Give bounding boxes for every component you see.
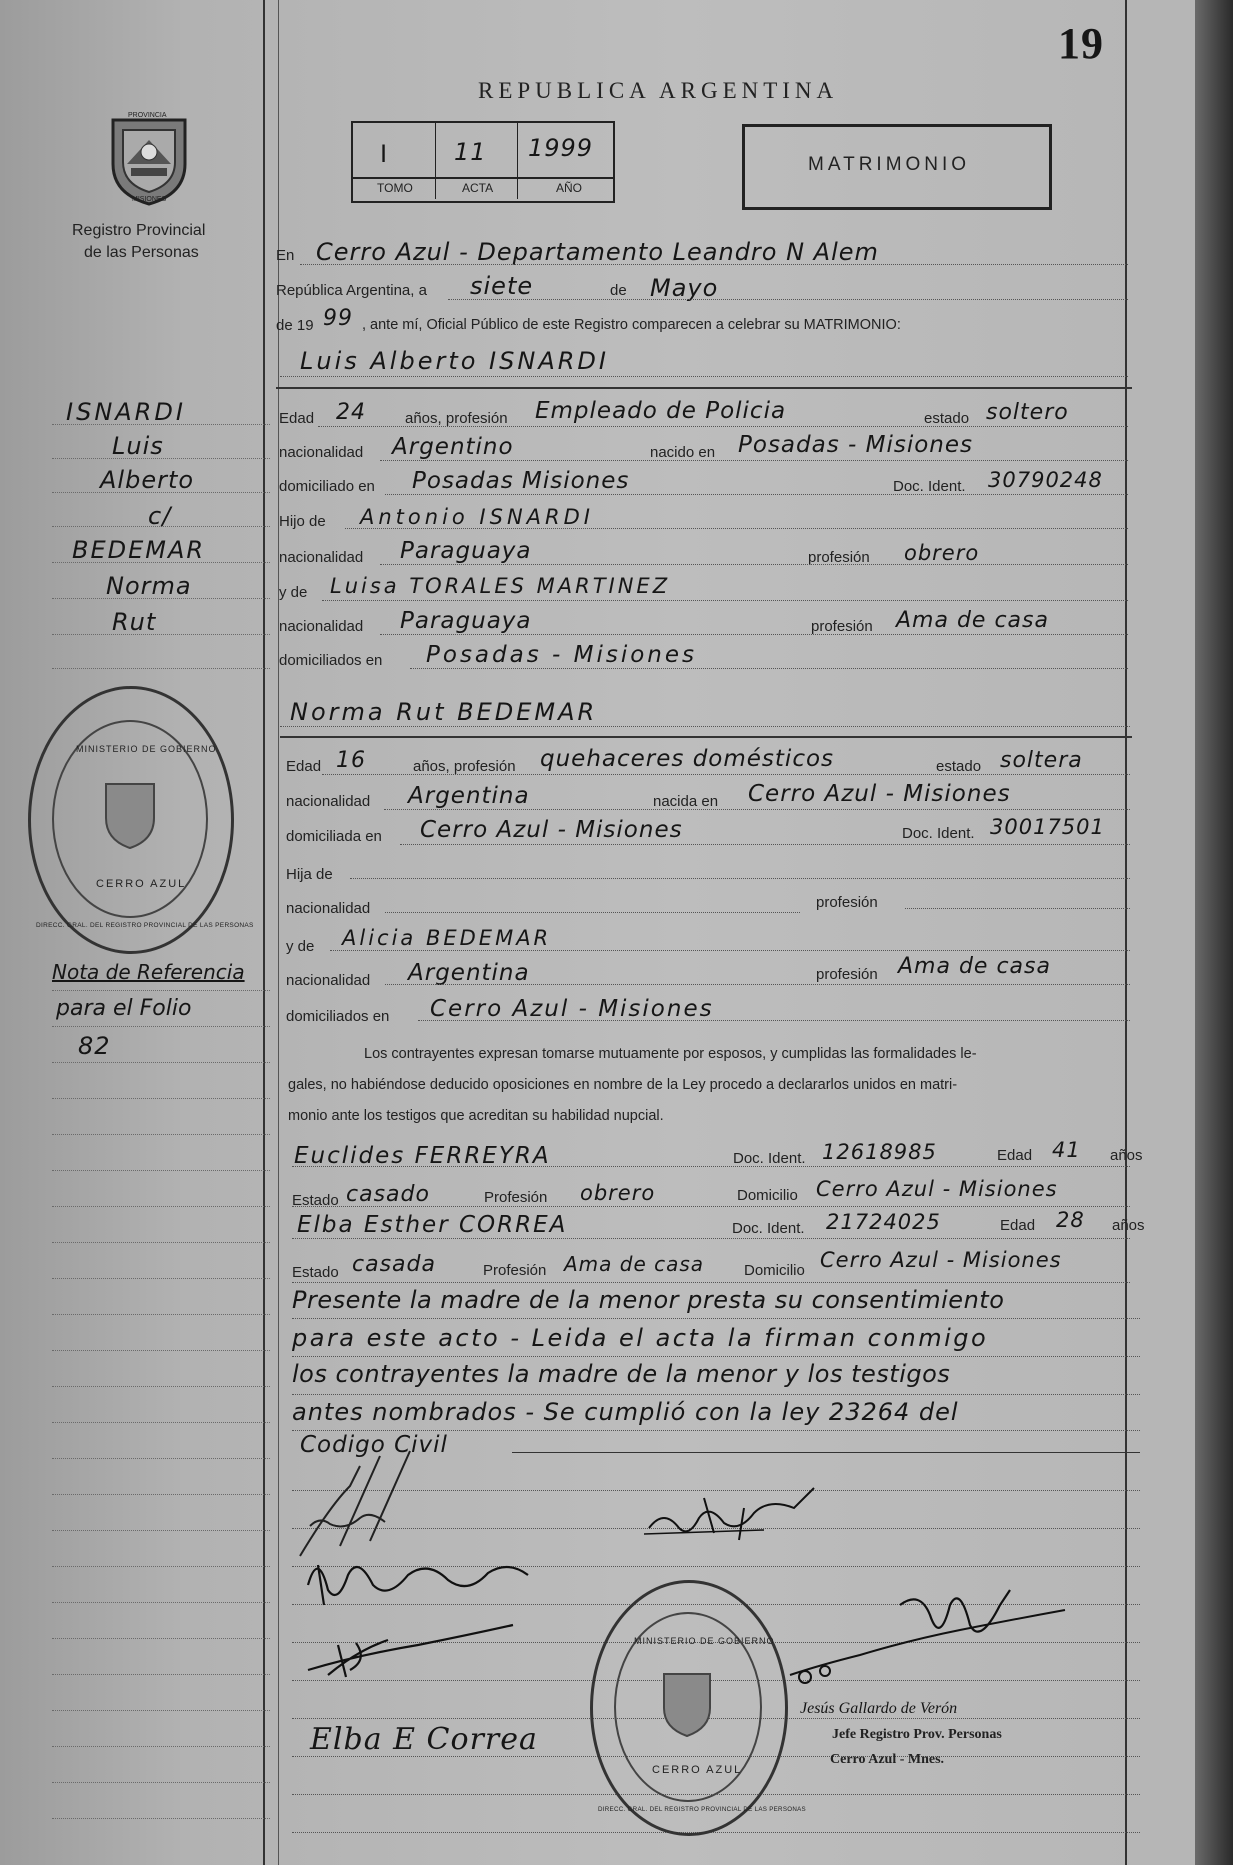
ano-label: AÑO [556,181,583,195]
official-stamp-margin [28,686,254,954]
bride-profession: quehaceres domésticos [540,746,835,772]
place-value: Cerro Azul - Departamento Leandro N Alem [316,238,879,266]
groom-full-name: Luis Alberto ISNARDI [300,347,609,375]
registry-name-line2: de las Personas [84,244,199,261]
day-value: siete [470,272,534,300]
witness2-doc-label: Doc. Ident. [732,1220,805,1237]
groom-nationality: Argentino [392,434,514,460]
groom-yde-label: y de [279,584,308,601]
groom-doc-label: Doc. Ident. [893,478,966,495]
margin-name-middle: Alberto [100,466,195,494]
margin-reference-line1: Nota de Referencia [52,960,245,984]
groom-father-nat-label: nacionalidad [279,549,364,566]
ano-value: 1999 [528,134,594,162]
right-rule [1125,0,1127,1865]
witness1-profesion-label: Profesión [484,1189,548,1206]
folio-number: 19 [1058,19,1104,68]
groom-anos-label: años, profesión [405,410,508,427]
signature-witness2: Elba E Correa [310,1722,538,1757]
signature-officer [780,1585,1080,1695]
groom-doc: 30790248 [988,468,1103,492]
bride-mother-nat-label: nacionalidad [286,972,371,989]
groom-domiciliados-label: domiciliados en [279,652,383,669]
book-edge [1195,0,1233,1865]
witness2-domicilio-label: Domicilio [744,1262,805,1279]
groom-estado: soltero [986,400,1069,425]
emblem-bottom-label: MISIONES [132,196,167,203]
stamp-bottom-text: DIRECC. GRAL. DEL REGISTRO PROVINCIAL DE LAS PERSONAS [598,1806,806,1813]
bride-nationality: Argentina [408,783,530,809]
bride-birthplace: Cerro Azul - Misiones [748,781,1011,807]
stamp-margin-inner1: MINISTERIO DE GOBIERNO [76,744,217,754]
stamp-bottom-inner1: MINISTERIO DE GOBIERNO [634,1636,775,1646]
year-suffix: 99 [323,306,353,331]
groom-domiciliado-label: domiciliado en [279,478,375,495]
bride-hija-label: Hija de [286,866,333,883]
witness1-estado: casado [346,1182,430,1207]
groom-father-profession: obrero [904,541,980,565]
provincial-emblem-icon [103,112,195,208]
bride-domiciliada-label: domiciliada en [286,828,382,845]
witness2-estado-label: Estado [292,1264,339,1281]
tomo-value: I [380,140,389,168]
witness1-anos-label: años [1110,1147,1143,1164]
year-prefix: de 19 [276,317,314,334]
officer-title1: Jefe Registro Prov. Personas [832,1727,1002,1742]
note-line4: antes nombrados - Se cumplió con la ley 23264 del [292,1398,959,1426]
groom-father-nationality: Paraguaya [400,538,532,564]
witness2-edad-label: Edad [1000,1217,1036,1234]
witness2-profession: Ama de casa [564,1252,705,1276]
note-line2: para este acto - Leida el acta la firman conmigo [292,1324,989,1352]
groom-mother-nat-label: nacionalidad [279,618,364,635]
witness1-domicile: Cerro Azul - Misiones [816,1177,1058,1201]
witness2-name: Elba Esther CORREA [297,1212,568,1238]
bride-anos-label: años, profesión [413,758,516,775]
witness1-estado-label: Estado [292,1192,339,1209]
witness2-domicile: Cerro Azul - Misiones [820,1248,1062,1272]
de-label: de [610,282,627,299]
witness2-profesion-label: Profesión [483,1262,547,1279]
groom-age: 24 [336,400,366,425]
bride-mother: Alicia BEDEMAR [342,926,552,950]
margin-name-first: Luis [112,432,164,460]
signature-witness1 [644,1478,824,1548]
bride-edad-label: Edad [286,758,322,775]
country-heading: REPUBLICA ARGENTINA [478,78,839,103]
margin-name-bride-surname: BEDEMAR [72,536,206,564]
stamp-bottom-inner2: CERRO AZUL [652,1764,743,1776]
bride-domicile: Cerro Azul - Misiones [420,817,683,843]
groom-hijo-label: Hijo de [279,513,326,530]
declaration-line2: gales, no habiéndose deducido oposiciones en nombre de la Ley procedo a declararlos unidos en matri- [288,1077,958,1093]
bride-mother-profession: Ama de casa [898,954,1051,979]
witness1-doc-label: Doc. Ident. [733,1150,806,1167]
bride-father-nat-label: nacionalidad [286,900,371,917]
bride-full-name: Norma Rut BEDEMAR [290,698,598,726]
groom-birthplace: Posadas - Misiones [738,432,974,458]
groom-estado-label: estado [924,410,970,427]
bride-estado-label: estado [936,758,982,775]
intro-sentence: , ante mí, Oficial Público de este Registro comparecen a celebrar su MATRIMONIO: [362,317,901,333]
tomo-label: TOMO [377,181,413,195]
signature-bride [298,1545,548,1615]
note-line3: los contrayentes la madre de la menor y los testigos [292,1360,951,1388]
registry-name-line1: Registro Provincial [72,222,206,239]
bride-yde-label: y de [286,938,315,955]
en-label: En [276,247,295,264]
bride-domiciliados-label: domiciliados en [286,1008,390,1025]
groom-parents-domicile: Posadas - Misiones [426,642,698,668]
groom-mother-prof-label: profesión [811,618,873,635]
witness2-age: 28 [1056,1208,1085,1232]
official-stamp-bottom [590,1580,806,1838]
witness1-edad-label: Edad [997,1147,1033,1164]
groom-nacionalidad-label: nacionalidad [279,444,364,461]
groom-domicile: Posadas Misiones [412,468,630,494]
margin-rule [263,0,265,1865]
republica-label: República Argentina, a [276,282,427,299]
stamp-margin-inner2: CERRO AZUL [96,878,187,890]
margin-name-bride-first: Norma [106,572,192,600]
month-value: Mayo [650,274,719,302]
margin-reference-line2: para el Folio [56,996,192,1021]
bride-doc-label: Doc. Ident. [902,825,975,842]
margin-name-bride-middle: Rut [112,608,157,636]
margin-name-conj: c/ [148,502,172,530]
bride-nacida-label: nacida en [653,793,719,810]
witness2-anos-label: años [1112,1217,1145,1234]
bride-parents-domicile: Cerro Azul - Misiones [430,996,714,1022]
bride-estado: soltera [1000,748,1083,773]
stamp-seal-icon-2 [656,1668,718,1742]
groom-father: Antonio ISNARDI [360,505,594,529]
declaration-line1: Los contrayentes expresan tomarse mutuamente por esposos, y cumplidas las formalidades le- [364,1046,977,1062]
witness2-doc: 21724025 [826,1210,941,1234]
groom-father-prof-label: profesión [808,549,870,566]
witness1-name: Euclides FERREYRA [294,1143,551,1169]
officer-name: Jesús Gallardo de Verón [800,1700,958,1717]
bride-mother-prof-label: profesión [816,966,878,983]
margin-name-surname: ISNARDI [66,398,186,426]
acta-label: ACTA [462,181,494,195]
witness2-estado: casada [352,1252,436,1277]
bride-nacionalidad-label: nacionalidad [286,793,371,810]
note-line1: Presente la madre de la menor presta su consentimiento [292,1286,1005,1314]
note-line5: Codigo Civil [300,1432,448,1458]
bride-doc: 30017501 [990,815,1105,839]
groom-mother: Luisa TORALES MARTINEZ [330,574,671,598]
margin-rule-2 [278,0,279,1865]
signature-mother [298,1615,528,1685]
groom-edad-label: Edad [279,410,315,427]
document-title: MATRIMONIO [808,154,971,175]
witness1-doc: 12618985 [822,1140,937,1164]
margin-reference-line3: 82 [78,1032,111,1060]
groom-mother-nationality: Paraguaya [400,608,532,634]
officer-title2: Cerro Azul - Mnes. [830,1752,945,1767]
declaration-line3: monio ante los testigos que acreditan su habilidad nupcial. [288,1108,664,1124]
bride-father-prof-label: profesión [816,894,878,911]
emblem-top-label: PROVINCIA [128,112,167,119]
acta-value: 11 [454,138,487,166]
stamp-seal-icon [98,778,162,854]
witness1-profession: obrero [580,1181,656,1205]
stamp-margin-text: DIRECC. GRAL. DEL REGISTRO PROVINCIAL DE LAS PERSONAS [36,922,254,929]
witness1-age: 41 [1052,1138,1081,1162]
bride-age: 16 [336,748,366,773]
groom-profession: Empleado de Policia [535,398,787,424]
groom-nacido-label: nacido en [650,444,716,461]
groom-mother-profession: Ama de casa [896,608,1049,633]
bride-mother-nationality: Argentina [408,960,530,986]
witness1-domicilio-label: Domicilio [737,1187,798,1204]
